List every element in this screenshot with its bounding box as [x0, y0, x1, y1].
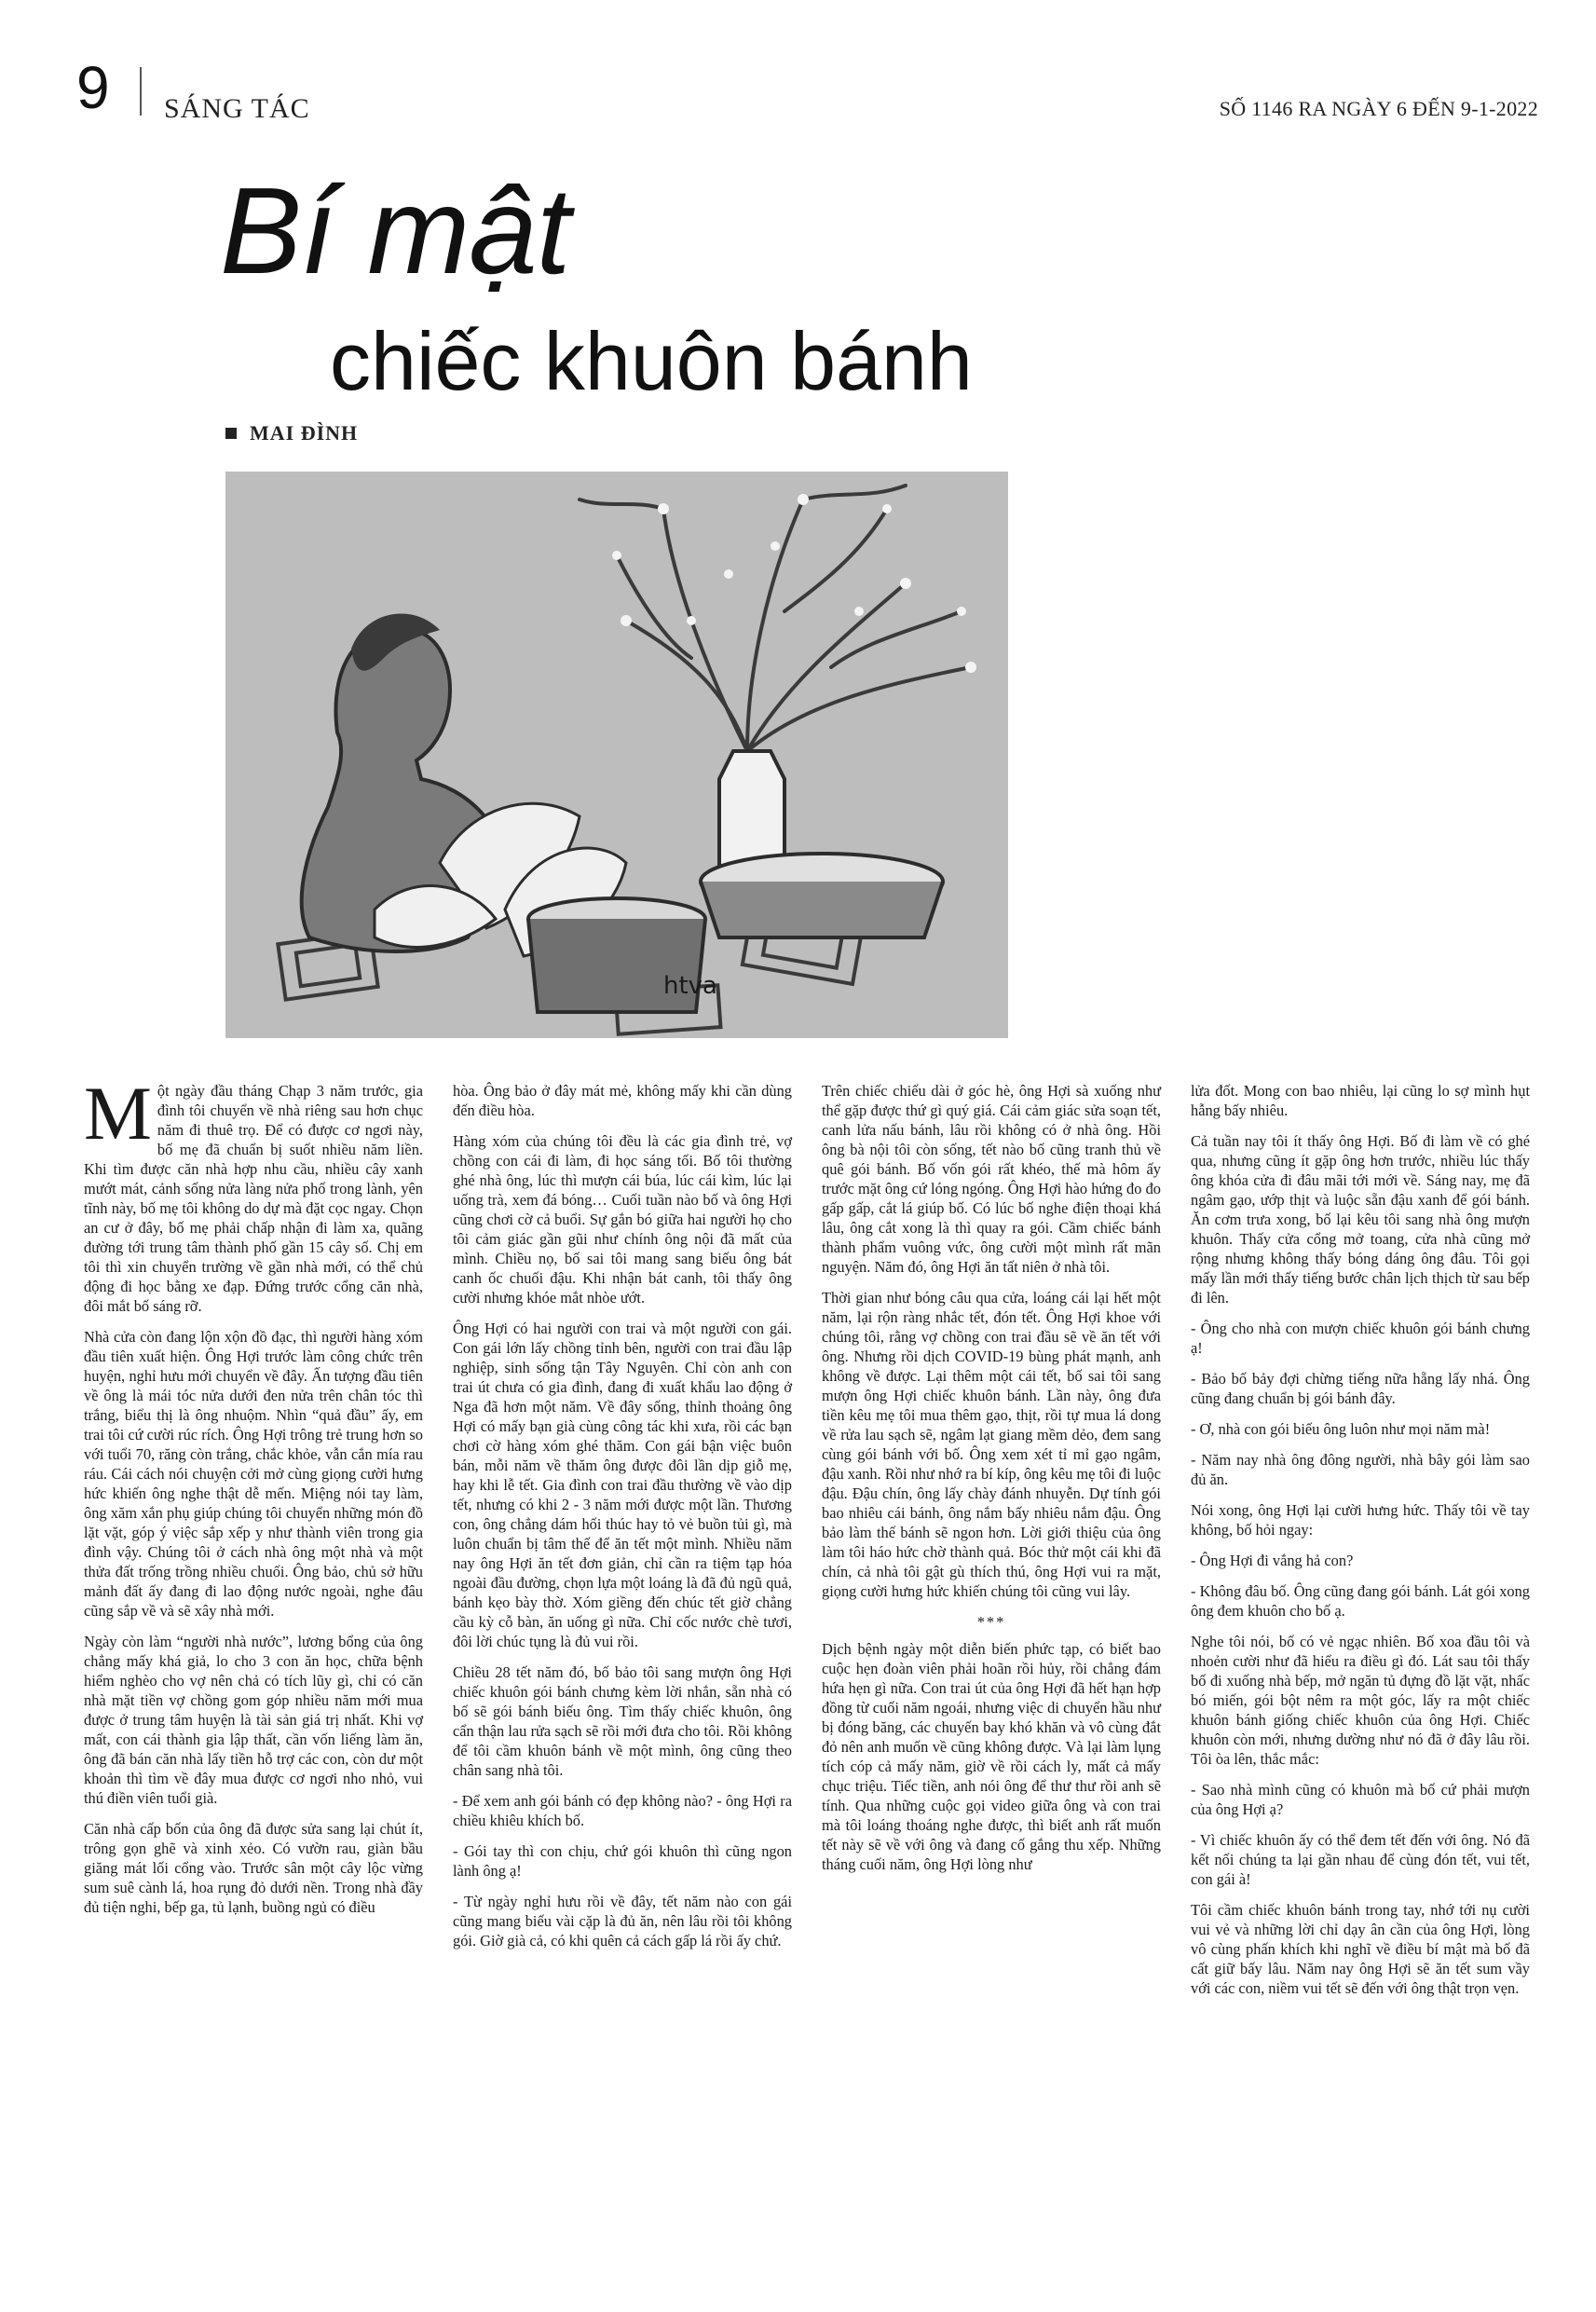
paragraph: Thời gian như bóng câu qua cửa, loáng cái lại hết một năm, lại rộn ràng nhắc tết, đón tết. Ông Hợi khoe với chúng tôi, rằng vợ chồng con trai đầu sẽ về ăn tết với ông. Nhưng rồi dịch COVID-19 bùng phát mạnh, anh không về được. Lại thêm một cái tết, bố sai tôi sang mượn ông Hợi chiếc khuôn bánh. Lần này, ông đưa tiền kêu mẹ tôi mua thêm gạo, thịt, rồi tự mua lá dong về rửa lau sạch sẽ, ngâm lạt giang mềm dẻo, đem sang cùng gói bánh với bố. Ông xem xét tỉ mỉ gạo ngâm, đậu xanh. Rồi như nhớ ra bí kíp, ông kêu mẹ tôi đi luộc đậu. Đậu chín, ông lấy chày đánh nhuyễn. Dự tính gói bao nhiêu cái bánh, ông nắm bấy nhiêu nắm đậu. Ông bảo làm thế bánh sẽ ngon hơn. Lời giới thiệu của ông làm tôi háo hức chờ thành quả. Bóc thử một cái khi đã chín, cả nhà tôi gật gù thích thú, ông Hợi vui ra mặt, giọng cười hưng hức khiến chúng tôi cũng vui lây. — [822, 1289, 1161, 1600]
paragraph: Chiều 28 tết năm đó, bố bảo tôi sang mượn ông Hợi chiếc khuôn gói bánh chưng kèm lời nhắn, sẵn nhà có bố sẽ gói bánh biếu ông. Tìm thấy chiếc khuôn, ông cẩn thận lau rửa sạch sẽ rồi mới đưa cho tôi. Rồi không để tôi cầm khuôn bánh về một mình, ông cũng theo chân sang nhà tôi. — [453, 1663, 792, 1779]
paragraph: Hàng xóm của chúng tôi đều là các gia đình trẻ, vợ chồng con cái đi làm, đi học sáng tối. Bố tôi thường ghé nhà ông, lúc thì mượn cái búa, lúc cái kìm, lúc lại uống trà, xem đá bóng… Cuối tuần nào bố và ông Hợi cũng chơi cờ cả buổi. Sự gắn bó giữa hai người họ cho tôi cảm giác gần gũi như chính ông nội đã mất của mình. Chiều nọ, bố sai tôi mang sang biếu ông bát canh ốc chuối đậu. Khi nhận bát canh, tôi thấy ông cười nhưng khóe mắt nhòe ướt. — [453, 1132, 792, 1306]
paragraph: Nhà cửa còn đang lộn xộn đồ đạc, thì người hàng xóm đầu tiên xuất hiện. Ông Hợi trước làm công chức trên huyện, nghỉ hưu mới chuyển về đây. Ấn tượng đầu tiên về ông là mái tóc nửa dưới đen nửa trên chân tóc thì trắng, biểu thị là ông nhuộm. Nhìn “quả đầu” ấy, em trai tôi cứ cười rúc rích. Ông Hợi trông trẻ trung hơn so với tuổi 70, răng còn trắng, chắc khỏe, vẫn cắn mía rau ráu. Cái cách nói chuyện cởi mở cùng giọng cười hưng hức khiến ông nghe thật dễ mến. Miệng nói tay làm, ông xăm xắn phụ giúp chúng tôi chuyển những món đồ lặt vặt, góp ý việc sắp xếp y như thành viên trong gia đình vậy. Chúng tôi ở cách nhà ông một nhà và một thửa đất trống trồng nhiều chuối. Ông bảo, chủ sở hữu mảnh đất ấy đang đi lao động nước ngoài, nghe đâu cũng sắp về và sẽ xây nhà mới. — [84, 1328, 423, 1620]
paragraph: Dịch bệnh ngày một diễn biến phức tạp, có biết bao cuộc hẹn đoàn viên phải hoãn rồi hủy, rồi chẳng đám hứa hẹn gì nữa. Con trai út của ông Hợi đã hết hạn hợp đồng từ cuối năm ngoái, nhưng việc di chuyển hầu như bị đóng băng, các chuyến bay khó khăn và vô cùng đắt đỏ nên anh muốn về cũng không được. Và lại làm lụng tích cóp cả mấy năm, giờ về rồi cách ly, mất cả mấy chục triệu. Tiếc tiền, anh nói ông để thư thư rồi anh sẽ tính. Qua những cuộc gọi video giữa ông và con trai mà tôi loáng thoáng nghe được, thì biết anh rất muốn tết này sẽ về với ông và đang cố gắng thu xếp. Những tháng cuối năm, ông Hợi lòng như — [822, 1640, 1161, 1873]
paragraph: Tôi cầm chiếc khuôn bánh trong tay, nhớ tới nụ cười vui vẻ và những lời chỉ dạy ân cần của ông Hợi, lòng vô cùng phấn khích khi nghĩ về điều bí mật mà bố đã cất giữ bấy lâu. Năm nay ông Hợi sẽ ăn tết sum vầy với các con, niềm vui tết sẽ đến với ông thật trọn vẹn. — [1191, 1901, 1530, 1997]
section-break: *** — [976, 1613, 1006, 1631]
header-divider — [140, 67, 142, 116]
article-title-line2: chiếc khuôn bánh — [330, 315, 973, 407]
drop-cap: M — [84, 1071, 152, 1156]
illustration-signature: htva — [663, 972, 717, 1000]
column-4 — [1191, 1081, 1530, 2009]
byline-square-icon — [225, 428, 237, 439]
paragraph: Ngày còn làm “người nhà nước”, lương bổng của ông chẳng mấy khá giả, lo cho 3 con ăn học, chữa bệnh hiểm nghèo cho vợ nên chả có tích lũy gì, chỉ có căn nhà mặt tiền vợ chồng gom góp nhiều năm mới mua được ở trung tâm huyện là tài sản giá trị nhất. Khi vợ mất, con cái thành gia lập thất, cần vốn liếng làm ăn, ông đã bán căn nhà lấy tiền hỗ trợ các con, còn dư một khoản thì tìm về đây mua được cơ ngơi nho nhỏ, vui thú điền viên tuổi già. — [84, 1633, 423, 1807]
page-number: 9 — [76, 54, 110, 121]
paragraph: - Ơ, nhà con gói biếu ông luôn như mọi năm mà! — [1191, 1420, 1491, 1438]
article-illustration — [225, 472, 1008, 1038]
paragraph: lửa đốt. Mong con bao nhiêu, lại cũng lo sợ mình hụt hẫng bấy nhiêu. — [1191, 1082, 1530, 1119]
author-name: MAI ĐÌNH — [250, 421, 359, 445]
column-3 — [822, 1081, 1161, 1885]
column-1 — [84, 1071, 423, 1928]
paragraph: - Bảo bố bảy đợi chừng tiếng nữa hẵng lấy nhá. Ông cũng đang chuẩn bị gói bánh đây. — [1191, 1370, 1530, 1407]
article-body — [84, 1071, 1547, 2274]
paragraph: hòa. Ông bảo ở đây mát mẻ, không mấy khi cần dùng đến điều hòa. — [453, 1082, 792, 1119]
article-title-line1: Bí mật — [220, 162, 570, 299]
paragraph-text: ột ngày đầu tháng Chạp 3 năm trước, gia đình tôi chuyển về nhà riêng sau hơn chục năm đi thuê trọ. Để có được cơ ngơi này, bố mẹ đã chuẩn bị suốt nhiều năm liền. Khi tìm được căn nhà hợp nhu cầu, nhiều cây xanh mướt mát, cảnh sống nửa làng nửa phố trong lành, yên tĩnh này, bố mẹ tôi không do dự mà đặt cọc ngay. Chọn an cư ở đây, bố mẹ phải chấp nhận đi làm xa, quãng đường tới trung tâm thành phố gần 15 cây số. Chị em tôi thì xin chuyển trường về gần nhà mới, có thể chủ động đi học bằng xe đạp. Đứng trước cổng căn nhà, đôi mắt bố sáng rỡ. — [84, 1082, 423, 1315]
issue-info: SỐ 1146 RA NGÀY 6 ĐẾN 9-1-2022 — [1219, 97, 1538, 120]
paragraph: Căn nhà cấp bốn của ông đã được sửa sang lại chút ít, trông gọn ghẽ và xinh xẻo. Có vườn rau, giàn bầu giăng mát lối cổng vào. Trước sân một cây lộc vừng sum suê cành lá, hoa rụng đỏ dưới nền. Trong nhà đầy đủ tiện nghi, bếp ga, tủ lạnh, buồng ngủ có điều — [84, 1820, 423, 1916]
paragraph: Trên chiếc chiếu dài ở góc hè, ông Hợi sà xuống như thể gặp được thứ gì quý giá. Cái cảm giác sửa soạn tết, canh lửa nấu bánh, lâu rồi không có ở nhà ông. Hồi ông bà nội tôi còn sống, tết nào bố cũng tranh thủ về quê gói bánh. Bố vốn gói rất khéo, thế mà hôm ấy trước mặt ông cứ lóng ngóng. Ông Hợi hào hứng đo đo gấp gấp, cắt lá giúp bố. Có lúc bố nghe điện thoại khá lâu, ông cắt xong là thì quay ra gói. Cầm chiếc bánh thành phẩm vuông vức, ông cười một mình rất mãn nguyện. Năm đó, ông Hợi ăn tất niên ở nhà tôi. — [822, 1082, 1161, 1276]
paragraph: - Vì chiếc khuôn ấy có thể đem tết đến với ông. Nó đã kết nối chúng ta lại gần nhau để cùng đón tết, vui tết, con gái à! — [1191, 1831, 1530, 1888]
paragraph — [84, 1071, 423, 1316]
paragraph: - Không đâu bố. Ông cũng đang gói bánh. Lát gói xong ông đem khuôn cho bố ạ. — [1191, 1582, 1530, 1620]
basket — [701, 854, 943, 937]
paragraph: - Sao nhà mình cũng có khuôn mà bố cứ phải mượn của ông Hợi ạ? — [1191, 1781, 1530, 1818]
paragraph: - Ông cho nhà con mượn chiếc khuôn gói bánh chưng ạ! — [1191, 1320, 1530, 1357]
paragraph: - Để xem anh gói bánh có đẹp không nào? - ông Hợi ra chiều khiêu khích bố. — [453, 1792, 792, 1829]
paragraph: - Ông Hợi đi vắng hả con? — [1191, 1552, 1354, 1569]
paragraph: Nghe tôi nói, bố có vẻ ngạc nhiên. Bố xoa đầu tôi và nhoẻn cười như đã hiểu ra điều gì đó. Lát sau tôi thấy bố đi xuống nhà bếp, mở ngăn tủ đựng đồ lặt vặt, nhấc bó miến, gói bột nêm ra một góc, lấy ra một chiếc khuôn bánh giống chiếc khuôn của ông Hợi. Chiếc khuôn còn mới, nhưng dường như nó đã ở đây lâu rồi. Tôi òa lên, thắc mắc: — [1191, 1633, 1530, 1768]
paragraph: Cả tuần nay tôi ít thấy ông Hợi. Bố đi làm về có ghé qua, nhưng cũng ít gặp ông hơn trước, nhiều lúc thấy ông khóa cửa đi đâu mãi tới mới về. Sáng nay, mẹ đã ngâm gạo, ướp thịt và luộc sẵn đậu xanh để gói bánh. Ăn cơm trưa xong, bố lại kêu tôi sang nhà ông mượn khuôn. Thấy cửa cổng mở toang, cửa nhà cũng mở rộng nhưng không thấy bóng dáng ông đâu. Tôi gọi mấy lần mới thấy tiếng bước chân lịch thịch từ sau bếp đi lên. — [1191, 1132, 1530, 1306]
illustration-svg — [225, 472, 1008, 1038]
author-byline — [225, 421, 358, 445]
paragraph: - Năm nay nhà ông đông người, nhà bây gói làm sao đủ ăn. — [1191, 1451, 1530, 1488]
paragraph: - Gói tay thì con chịu, chứ gói khuôn thì cũng ngon lành ông ạ! — [453, 1842, 792, 1880]
paragraph: Nói xong, ông Hợi lại cười hưng hức. Thấy tôi về tay không, bố hỏi ngay: — [1191, 1501, 1530, 1539]
paragraph: - Từ ngày nghỉ hưu rồi về đây, tết năm nào con gái cũng mang biếu vài cặp là đủ ăn, nên lâu rồi tôi không gói. Giờ già cả, có khi quên cả cách gấp lá rồi ấy chứ. — [453, 1893, 792, 1949]
column-2 — [453, 1081, 792, 1962]
paragraph: Ông Hợi có hai người con trai và một người con gái. Con gái lớn lấy chồng tỉnh bên, người con trai đầu lập nghiệp, sinh sống tận Tây Nguyên. Chỉ còn anh con trai út chưa có gia đình, đang đi xuất khẩu lao động ở Nga đã hơn một năm. Về đây sống, thỉnh thoảng ông Hợi có mấy bạn già cùng công tác khi xưa, rồi các bạn chơi cờ hàng xóm ghé thăm. Con gái bận việc buôn bán, mỗi năm về thăm ông được đôi lần dịp giỗ mẹ, hay khi lễ tết. Gia đình con trai đầu thường về vào dịp tết, nhưng có khi 2 - 3 năm mới được một lần. Thương con, ông chẳng dám hối thúc hay tỏ vẻ buồn tủi gì, mà luôn chuẩn bị tâm thế để ăn tết một mình. Nhiều năm nay ông Hợi ăn tết đơn giản, chỉ cần ra tiệm tạp hóa ngoài đầu đường, chọn lựa một loáng là đã đủ ngũ quả, bánh kẹo bày thờ. Xóm giềng đến chúc tết giờ chẳng cầu kỳ cỗ bàn, ăn uống gì nữa. Chỉ cốc nước chè tươi, đôi lời chúc tụng là đủ vui rồi. — [453, 1320, 792, 1650]
section-label: SÁNG TÁC — [164, 93, 310, 124]
